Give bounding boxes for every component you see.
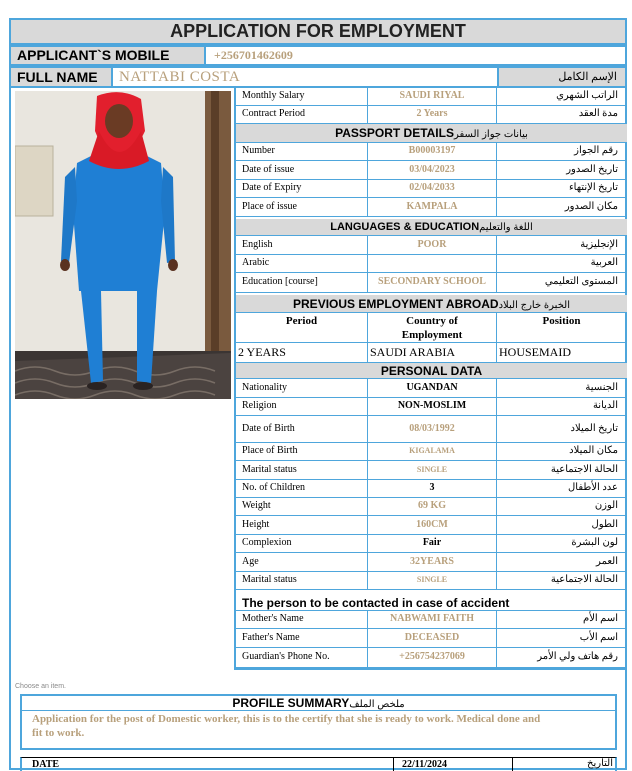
passport-row-0-label: Number: [236, 143, 368, 161]
prev-header-1: Country of Employment: [368, 313, 497, 343]
contact-row-2-label: Guardian's Phone No.: [236, 648, 368, 668]
personal-row-8-value: Fair: [368, 535, 497, 553]
prev-cell-1: SAUDI ARABIA: [368, 343, 497, 363]
personal-section-title: [236, 363, 627, 379]
personal-row-3-label: Place of Birth: [236, 443, 368, 461]
personal-row-4-ar: الحالة الاجتماعية: [497, 461, 627, 480]
personal-row-6-label: Weight: [236, 498, 368, 516]
personal-row-6-value: 69 KG: [368, 498, 497, 516]
prev-employment-section-title: [236, 295, 627, 313]
contact-row-0-value: NABWAMI FAITH: [368, 611, 497, 629]
personal-row-7-label: Height: [236, 516, 368, 535]
profile-summary-title: [22, 696, 615, 711]
contact-row-2-ar: رقم هاتف ولي الأمر: [497, 648, 627, 668]
personal-row-10-ar: الحالة الاجتماعية: [497, 572, 627, 590]
personal-row-5-ar: عدد الأطفال: [497, 480, 627, 498]
applicant-photo: [15, 91, 231, 399]
passport-section-title-en: PASSPORT DETAILS: [335, 126, 454, 140]
contact-row-0-ar: اسم الأم: [497, 611, 627, 629]
personal-row-8-ar: لون البشرة: [497, 535, 627, 553]
contract-period-label: Contract Period: [236, 106, 368, 124]
personal-row-0-value: UGANDAN: [368, 379, 497, 398]
personal-row-10-label: Marital status: [236, 572, 368, 590]
mobile-label: APPLICANT`S MOBILE: [9, 45, 206, 66]
personal-row-1-ar: الديانة: [497, 398, 627, 416]
full-name-label: FULL NAME: [9, 66, 113, 88]
passport-row-3-label: Place of issue: [236, 198, 368, 217]
personal-row-2-value: 08/03/1992: [368, 416, 497, 443]
personal-row-1-value: NON-MOSLIM: [368, 398, 497, 416]
passport-row-2-ar: تاريخ الإنتهاء: [497, 180, 627, 198]
passport-row-2-value: 02/04/2033: [368, 180, 497, 198]
form-title: APPLICATION FOR EMPLOYMENT: [9, 18, 627, 45]
personal-row-10-value: SINGLE: [368, 572, 497, 590]
personal-row-9-ar: العمر: [497, 553, 627, 572]
profile-summary-text: Application for the post of Domestic worker, this is to the certify that she is ready to work. Medical done and fit to work.: [32, 713, 541, 739]
date-label: DATE: [32, 759, 60, 770]
language-row-0-label: English: [236, 236, 368, 255]
monthly-salary-label: Monthly Salary: [236, 88, 368, 106]
prev-header-0: Period: [236, 313, 368, 343]
choose-item-placeholder[interactable]: Choose an item.: [15, 683, 66, 690]
personal-row-3-value: KIGALAMA: [368, 443, 497, 461]
personal-row-3-ar: مكان الميلاد: [497, 443, 627, 461]
monthly-salary-ar: الراتب الشهري: [497, 88, 627, 106]
language-row-0-ar: الإنجليزية: [497, 236, 627, 255]
passport-section-title: [236, 124, 627, 143]
contact-row-1-ar: اسم الأب: [497, 629, 627, 648]
languages-section-title: [236, 219, 627, 236]
language-row-2-ar: المستوى التعليمي: [497, 273, 627, 293]
contract-period-ar: مدة العقد: [497, 106, 627, 124]
language-row-1-value: [368, 255, 497, 273]
profile-summary-title-ar: ملخص الملف: [349, 699, 405, 710]
personal-row-1-label: Religion: [236, 398, 368, 416]
language-row-2-label: Education [course]: [236, 273, 368, 293]
personal-row-0-ar: الجنسية: [497, 379, 627, 398]
language-row-1-ar: العربية: [497, 255, 627, 273]
personal-row-7-value: 160CM: [368, 516, 497, 535]
personal-row-8-label: Complexion: [236, 535, 368, 553]
date-ar: التاريخ: [587, 758, 613, 769]
prev-employment-section-title-en: PREVIOUS EMPLOYMENT ABROAD: [293, 297, 499, 311]
passport-row-1-value: 03/04/2023: [368, 161, 497, 180]
passport-row-2-label: Date of Expiry: [236, 180, 368, 198]
passport-row-1-ar: تاريخ الصدور: [497, 161, 627, 180]
personal-row-0-label: Nationality: [236, 379, 368, 398]
personal-row-9-value: 32YEARS: [368, 553, 497, 572]
personal-row-6-ar: الوزن: [497, 498, 627, 516]
date-divider-1: [393, 757, 394, 771]
prev-cell-2: HOUSEMAID: [497, 343, 627, 363]
languages-section-title-ar: اللغة والتعليم: [479, 222, 533, 233]
mobile-value: +256701462609: [206, 45, 627, 66]
personal-row-4-label: Marital status: [236, 461, 368, 480]
personal-row-7-ar: الطول: [497, 516, 627, 535]
passport-row-0-ar: رقم الجواز: [497, 143, 627, 161]
personal-row-2-label: Date of Birth: [236, 416, 368, 443]
full-name-value: NATTABI COSTA: [113, 66, 497, 88]
contract-period-value: 2 Years: [368, 106, 497, 124]
personal-row-4-value: SINGLE: [368, 461, 497, 480]
personal-section-title-en: PERSONAL DATA: [380, 364, 483, 378]
details-bottom-border: [236, 668, 627, 670]
contact-row-2-value: +256754237069: [368, 648, 497, 668]
full-name-ar: الإسم الكامل: [497, 66, 627, 88]
language-row-0-value: POOR: [368, 236, 497, 255]
passport-row-0-value: B00003197: [368, 143, 497, 161]
personal-row-5-value: 3: [368, 480, 497, 498]
passport-row-3-value: KAMPALA: [368, 198, 497, 217]
personal-row-2-ar: تاريخ الميلاد: [497, 416, 627, 443]
prev-cell-0: 2 YEARS: [236, 343, 368, 363]
passport-row-1-label: Date of issue: [236, 161, 368, 180]
contact-row-0-label: Mother's Name: [236, 611, 368, 629]
personal-row-5-label: No. of Children: [236, 480, 368, 498]
monthly-salary-value: SAUDI RIYAL: [368, 88, 497, 106]
languages-section-title-en: LANGUAGES & EDUCATION: [330, 221, 480, 233]
profile-summary-title-en: PROFILE SUMMARY: [232, 696, 350, 710]
language-row-1-label: Arabic: [236, 255, 368, 273]
prev-employment-section-title-ar: الخبرة خارج البلاد: [498, 300, 570, 311]
passport-row-3-ar: مكان الصدور: [497, 198, 627, 217]
language-row-2-value: SECONDARY SCHOOL: [368, 273, 497, 293]
prev-header-2: Position: [497, 313, 627, 343]
contact-row-1-value: DECEASED: [368, 629, 497, 648]
contact-row-1-label: Father's Name: [236, 629, 368, 648]
personal-row-9-label: Age: [236, 553, 368, 572]
contact-section-title: The person to be contacted in case of accident: [236, 596, 627, 611]
date-value: 22/11/2024: [402, 759, 448, 770]
passport-section-title-ar: بيانات جواز السفر: [453, 129, 528, 140]
